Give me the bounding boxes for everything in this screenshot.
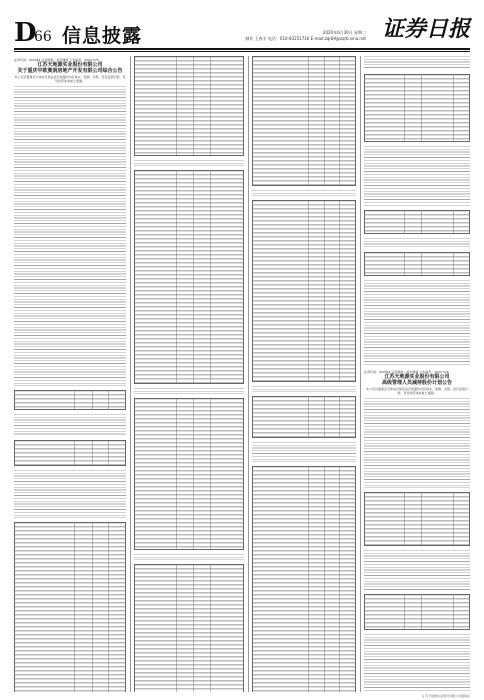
announcement-header xyxy=(14,58,126,83)
data-table xyxy=(14,440,126,466)
body-text xyxy=(364,550,470,590)
body-text xyxy=(134,388,244,394)
body-text xyxy=(134,160,244,166)
announcement-subtitle: 本公司及董事会全体成员保证信息披露的内容真实、准确、完整，没有虚假记载、误导性陈述或重大遗漏。 xyxy=(14,74,126,83)
data-table xyxy=(364,74,470,142)
announcement-title: 关于重庆中欧奥润房地产开发有限公司综合公告 xyxy=(17,68,123,75)
body-text xyxy=(364,56,470,70)
data-table xyxy=(134,56,244,156)
data-table xyxy=(14,522,126,692)
column-divider xyxy=(360,56,361,692)
body-text xyxy=(14,86,126,386)
masthead-logo: 证券日报 xyxy=(381,16,470,42)
column-divider xyxy=(248,56,249,692)
data-table xyxy=(364,252,470,276)
announcement-title: 高级管理人员减持股份计划公告 xyxy=(381,380,452,387)
body-text xyxy=(14,414,126,436)
column-3 xyxy=(252,56,356,692)
page-header xyxy=(0,0,484,50)
announcement-company: 江苏天地源实业股份有限公司 xyxy=(37,62,103,68)
data-table xyxy=(252,56,356,186)
body-text xyxy=(14,470,126,518)
footer-note: 江苏天地源实业股份有限公司董事会 xyxy=(421,694,470,698)
data-table xyxy=(364,210,470,234)
data-table xyxy=(252,396,356,438)
data-table xyxy=(134,170,244,384)
data-table xyxy=(252,200,356,382)
page-number: 66 xyxy=(34,29,52,45)
announcement-code: 证券代码：002044 证券简称：美年健康 公告编号：2020-076 xyxy=(364,370,449,374)
column-4 xyxy=(364,56,470,692)
body-text xyxy=(364,146,470,206)
data-table xyxy=(134,398,244,550)
announcement-code: 证券代码：002044 证券简称：美年健康 公告编号：2020-075 xyxy=(14,58,99,62)
body-text xyxy=(134,554,244,560)
section-title: 信息披露 xyxy=(62,25,143,47)
column-1 xyxy=(14,56,126,692)
announcement-header xyxy=(364,370,470,395)
header-info xyxy=(245,30,366,42)
body-text xyxy=(364,398,470,488)
body-text xyxy=(364,634,470,692)
announcement-company: 江苏天地源实业股份有限公司 xyxy=(384,374,450,380)
column-2 xyxy=(134,56,244,692)
data-table xyxy=(364,492,470,546)
data-table xyxy=(134,564,244,692)
header-contact: 制作 王春丰 电话：010-83251716 E-mail:zqrb9@zqrb.sina.net xyxy=(245,36,366,41)
page-letter: D xyxy=(14,18,37,48)
data-table xyxy=(252,466,356,692)
body-text xyxy=(252,386,356,392)
header-rule xyxy=(14,48,470,50)
announcement-subtitle: 本公司及董事会全体成员保证信息披露的内容真实、准确、完整，没有虚假记载、误导性陈述或重大遗漏。 xyxy=(365,386,468,395)
header-date: 2020年6月30日 星期二 xyxy=(322,30,366,35)
body-text xyxy=(252,190,356,196)
data-table xyxy=(14,390,126,410)
column-divider xyxy=(130,56,131,692)
body-text xyxy=(252,442,356,462)
body-text xyxy=(364,280,470,366)
header-rule-thin xyxy=(14,51,470,52)
data-table xyxy=(364,594,470,630)
body-text xyxy=(364,238,470,248)
